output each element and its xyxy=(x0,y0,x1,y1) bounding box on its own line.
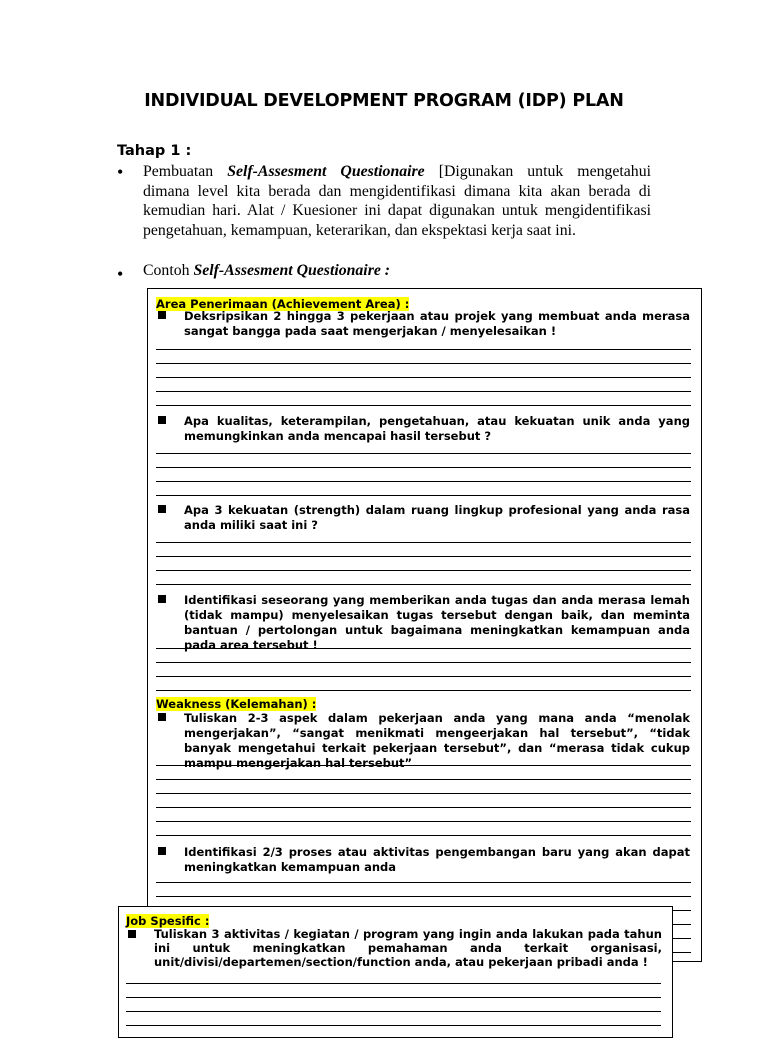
answer-line[interactable] xyxy=(156,835,691,836)
question-6: Identifikasi 2/3 proses atau aktivitas pengembangan baru yang akan dapat meningkatkan kemampuan anda xyxy=(184,845,690,874)
bullet-icon: • xyxy=(117,162,124,182)
section-heading: Tahap 1 : xyxy=(117,143,192,159)
answer-line[interactable] xyxy=(156,556,691,557)
answer-line[interactable] xyxy=(156,690,691,691)
answer-line[interactable] xyxy=(156,570,691,571)
answer-line[interactable] xyxy=(156,882,691,883)
answer-line[interactable] xyxy=(156,584,691,585)
page-title: INDIVIDUAL DEVELOPMENT PROGRAM (IDP) PLAN xyxy=(144,91,624,111)
answer-line[interactable] xyxy=(156,481,691,482)
answer-line[interactable] xyxy=(156,821,691,822)
answer-line[interactable] xyxy=(156,377,691,378)
answer-line[interactable] xyxy=(156,793,691,794)
answer-line[interactable] xyxy=(156,467,691,468)
answer-line[interactable] xyxy=(156,391,691,392)
question-5: Tuliskan 2-3 aspek dalam pekerjaan anda yang mana anda “menolak mengerjakan”, “sangat menikmati mengeerjakan hal tersebut”, “tidak banyak mengetahui terkait pekerjaan tersebut”, dan “merasa tidak cukup mampu mengerjakan hal tersebut” xyxy=(184,711,690,770)
para1-text: [Digunakan untuk mengetahui dimana level kita berada dan mengidentifikasi dimana kita akan berada di kemudian hari. Alat / Kuesioner ini dapat digunakan untuk mengidentifikasi pengetahuan, kemampuan, keterarikan, dan ekspektasi kerja saat ini. xyxy=(143,163,651,240)
square-bullet-icon xyxy=(158,505,166,513)
question-3: Apa 3 kekuatan (strength) dalam ruang lingkup profesional yang anda rasa anda miliki saat ini ? xyxy=(184,503,690,532)
answer-line[interactable] xyxy=(126,1025,661,1026)
answer-line[interactable] xyxy=(156,662,691,663)
square-bullet-icon xyxy=(128,930,136,938)
answer-line[interactable] xyxy=(156,495,691,496)
questionnaire-box xyxy=(147,288,702,962)
answer-line[interactable] xyxy=(156,648,691,649)
square-bullet-icon xyxy=(158,847,166,855)
para1-lead: Pembuatan xyxy=(143,163,228,180)
para2-emphasis: Self-Assesment Questionaire : xyxy=(193,262,391,279)
answer-line[interactable] xyxy=(156,807,691,808)
square-bullet-icon xyxy=(158,595,166,603)
bullet-icon: • xyxy=(117,264,124,284)
achievement-area-heading: Area Penerimaan (Achievement Area) : xyxy=(156,297,410,311)
square-bullet-icon xyxy=(158,713,166,721)
answer-line[interactable] xyxy=(156,542,691,543)
answer-line[interactable] xyxy=(126,983,661,984)
answer-line[interactable] xyxy=(156,779,691,780)
answer-line[interactable] xyxy=(156,405,691,406)
question-1: Deksripsikan 2 hingga 3 pekerjaan atau projek yang membuat anda merasa sangat bangga pada saat mengerjakan / menyelesaikan ! xyxy=(184,309,690,338)
answer-line[interactable] xyxy=(156,676,691,677)
answer-line[interactable] xyxy=(126,1011,661,1012)
para2-lead: Contoh xyxy=(143,262,194,279)
question-2: Apa kualitas, keterampilan, pengetahuan, atau kekuatan unik anda yang memungkinkan anda mencapai hasil tersebut ? xyxy=(184,414,690,443)
answer-line[interactable] xyxy=(156,896,691,897)
answer-line[interactable] xyxy=(156,349,691,350)
para1-emphasis: Self-Assesment Questionaire xyxy=(227,163,425,180)
answer-line[interactable] xyxy=(126,997,661,998)
question-4: Identifikasi seseorang yang memberikan anda tugas dan anda merasa lemah (tidak mampu) menyelesaikan tugas tersebut dengan baik, dan meminta bantuan / pertolongan untuk bagaimana meningkatkan kemampuan anda pada area tersebut ! xyxy=(184,593,690,652)
square-bullet-icon xyxy=(158,416,166,424)
description-paragraph xyxy=(143,162,651,241)
answer-line[interactable] xyxy=(156,765,691,766)
answer-line[interactable] xyxy=(156,363,691,364)
job-specific-heading: Job Spesific : xyxy=(126,914,210,928)
job-specific-question: Tuliskan 3 aktivitas / kegiatan / program yang ingin anda lakukan pada tahun ini untuk meningkatkan pemahaman anda terkait organisasi, unit/divisi/departemen/section/function anda, atau pekerjaan pribadi anda ! xyxy=(154,927,662,969)
example-paragraph xyxy=(143,261,651,281)
job-specific-box xyxy=(118,906,673,1038)
answer-line[interactable] xyxy=(156,453,691,454)
square-bullet-icon xyxy=(158,311,166,319)
weakness-heading: Weakness (Kelemahan) : xyxy=(156,697,317,711)
